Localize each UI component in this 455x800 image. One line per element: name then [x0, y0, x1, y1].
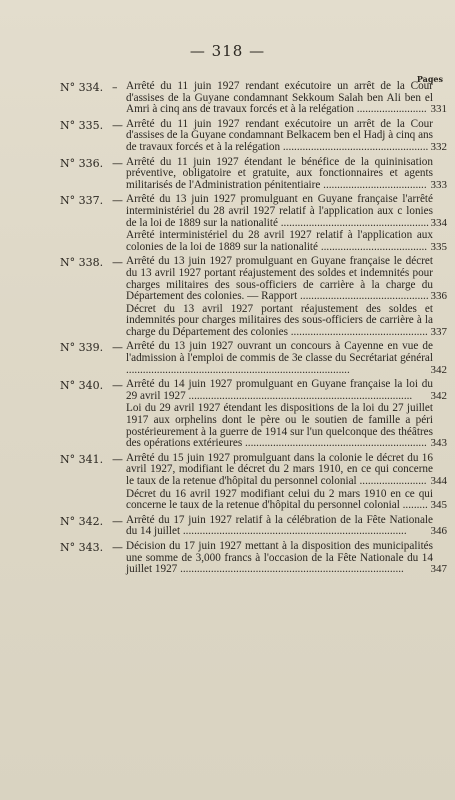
toc-entry: [0, 341, 455, 376]
entry-title: Loi du 29 avril 1927 étendant les dispositions de la loi du 27 juillet 1917 aux orphelins dont le père ou le soutien de famille a péri postérieurement à la guerre de 1914 sur l'un quelconque des théâtres des opérations extérieures: [126, 402, 433, 450]
entry-dash: —: [112, 156, 123, 170]
entry-page-number: 343: [430, 437, 447, 450]
entry-dash: —: [112, 194, 123, 208]
dot-leader: .........................: [356, 103, 427, 116]
toc-entry: [0, 157, 455, 192]
dot-leader: .....................................: [323, 178, 427, 191]
entry-number: N° 339.: [60, 341, 104, 355]
entry-number: N° 334.: [60, 81, 104, 94]
entry-page-number: 345: [430, 499, 447, 512]
toc-entry: [0, 515, 455, 538]
entry-dash: –: [112, 81, 118, 94]
dot-leader: .................................................: [290, 325, 428, 338]
entry-item: [126, 378, 447, 402]
entry-number: N° 336.: [60, 156, 104, 170]
entry-dash: —: [112, 540, 123, 554]
entry-dash: —: [112, 452, 123, 466]
toc-entry: [0, 379, 455, 450]
entry-dash: —: [112, 514, 123, 528]
entry-title: Arrêté du 15 juin 1927 promulguant dans la colonie le décret du 16 avril 1927, modifiant le décret du 2 mars 1910, en ce qui concerne le taux de la retenue d'hôpital du personnel colonial: [126, 451, 433, 487]
entry-title: Décision du 17 juin 1927 mettant à la disposition des municipalités une somme de 3,000 francs à l'occasion de la Fête Nationale du 14 juillet 1927: [126, 539, 433, 576]
entry-title: Arrêté du 11 juin 1927 étendant le bénéfice de la quininisation préventive, obligatoire et gratuite, aux fonctionnaires et agents militarisés de l'Administration pénitentiaire: [126, 155, 433, 191]
entry-dash: —: [112, 256, 123, 270]
entry-number: N° 335.: [60, 118, 104, 132]
entry-page-number: 344: [430, 475, 447, 487]
toc-entry: [0, 194, 455, 253]
entry-page-number: 337: [430, 325, 447, 338]
dot-leader: ....................................................: [282, 140, 429, 153]
entry-number: N° 340.: [60, 379, 104, 393]
entry-page-number: 346: [430, 525, 447, 538]
entry-title: Arrêté du 17 juin 1927 relatif à la célébration de la Fête Nationale du 14 juillet: [126, 513, 433, 538]
toc-entry: [0, 453, 455, 512]
entry-title: Arrêté du 14 juin 1927 promulguant en Guyane française la loi du 29 avril 1927: [126, 378, 433, 402]
dot-leader: .................................................................: [244, 437, 427, 450]
entry-number: N° 337.: [60, 194, 104, 208]
entry-dash: —: [112, 379, 123, 393]
entry-page-number: 342: [430, 363, 447, 376]
dot-leader: ................................................................................: [126, 363, 350, 376]
entry-dash: —: [112, 118, 123, 132]
entry-item: [126, 340, 447, 376]
entry-item: [126, 402, 447, 450]
entry-item: [126, 451, 447, 488]
entry-item: [126, 539, 447, 576]
toc-entry: [0, 541, 455, 576]
entry-title: Décret du 13 avril 1927 portant réajustement des soldes et indemnités pour charges militaires des sous-officiers de carrière à la charge du Département des colonies: [126, 302, 433, 338]
entry-page-number: 331: [430, 103, 447, 116]
dot-leader: ........................: [359, 475, 427, 487]
entry-item: [126, 117, 447, 154]
dot-leader: .........: [402, 499, 428, 512]
page-number: — 318 —: [189, 42, 266, 60]
entry-number: N° 338.: [60, 256, 104, 270]
pages-column-header: Pages: [416, 74, 443, 84]
entry-page-number: 334: [430, 216, 447, 229]
entry-page-number: 336: [430, 290, 447, 303]
entry-page-number: 335: [430, 240, 447, 253]
entry-title: Décret du 16 avril 1927 modifiant celui du 2 mars 1910 en ce qui concerne le taux de la retenue d'hôpital du personnel colonial: [126, 487, 433, 512]
entry-page-number: 332: [430, 140, 447, 153]
entry-page-number: 333: [430, 178, 447, 191]
entry-title: Arrêté du 11 juin 1927 rendant exécutoire un arrêt de la Cour d'assises de la Guyane condamnant Belkacem ben el Hadj à cinq ans de travaux forcés et à la relégation: [126, 117, 433, 153]
entry-title: Arrêté du 13 juin 1927 promulguant en Guyane française l'arrêté interministériel du 28 avril 1927 relatif à l'application aux c lonies de la loi de 1889 sur la nationalité: [126, 193, 433, 229]
entry-item: [126, 155, 447, 192]
entry-page-number: 347: [430, 563, 447, 576]
entry-number: N° 341.: [60, 452, 104, 466]
entry-title: Arrêté du 11 juin 1927 rendant exécutoire un arrêt de la Cour d'assises de la Guyane condamnant Sekkoum Salah ben Ali ben el Amri à cinq ans de travaux forcés et à la relégation: [126, 80, 433, 116]
entry-title: Arrêté du 13 juin 1927 promulguant en Guyane française le décret du 13 avril 1927 portant réajustement des soldes et indemnités pour charges militaires des sous-officiers de carrière à la charge du Département des colonies. — Rapport: [126, 255, 433, 303]
entry-title: Arrêté du 13 juin 1927 ouvrant un concours à Cayenne en vue de l'admission à l'emploi de commis de 3e classe du Secrétariat général: [126, 340, 433, 365]
entry-item: [126, 513, 447, 538]
dot-leader: .....................................................: [280, 216, 429, 229]
entry-item: [126, 487, 447, 512]
entry-item: [126, 302, 447, 339]
entry-item: [126, 80, 447, 116]
dot-leader: ................................................................................: [180, 563, 404, 576]
toc-entry: [0, 81, 455, 116]
entry-item: [126, 193, 447, 229]
table-of-contents: [0, 79, 455, 576]
dot-leader: ......................................: [320, 240, 428, 253]
entry-number: N° 342.: [60, 514, 104, 528]
entry-page-number: 342: [430, 389, 447, 402]
entry-number: N° 343.: [60, 540, 104, 554]
toc-entry: [0, 119, 455, 154]
dot-leader: ..............................................: [299, 290, 429, 303]
entry-item: [126, 229, 447, 253]
dot-leader: ................................................................................: [188, 389, 413, 402]
entry-item: [126, 255, 447, 303]
dot-leader: ................................................................................: [182, 525, 407, 538]
toc-entry: [0, 256, 455, 338]
entry-dash: —: [112, 341, 123, 355]
entry-title: Arrêté interministériel du 28 avril 1927 relatif à l'application aux colonies de la loi de 1889 sur la nationalité: [126, 229, 433, 253]
